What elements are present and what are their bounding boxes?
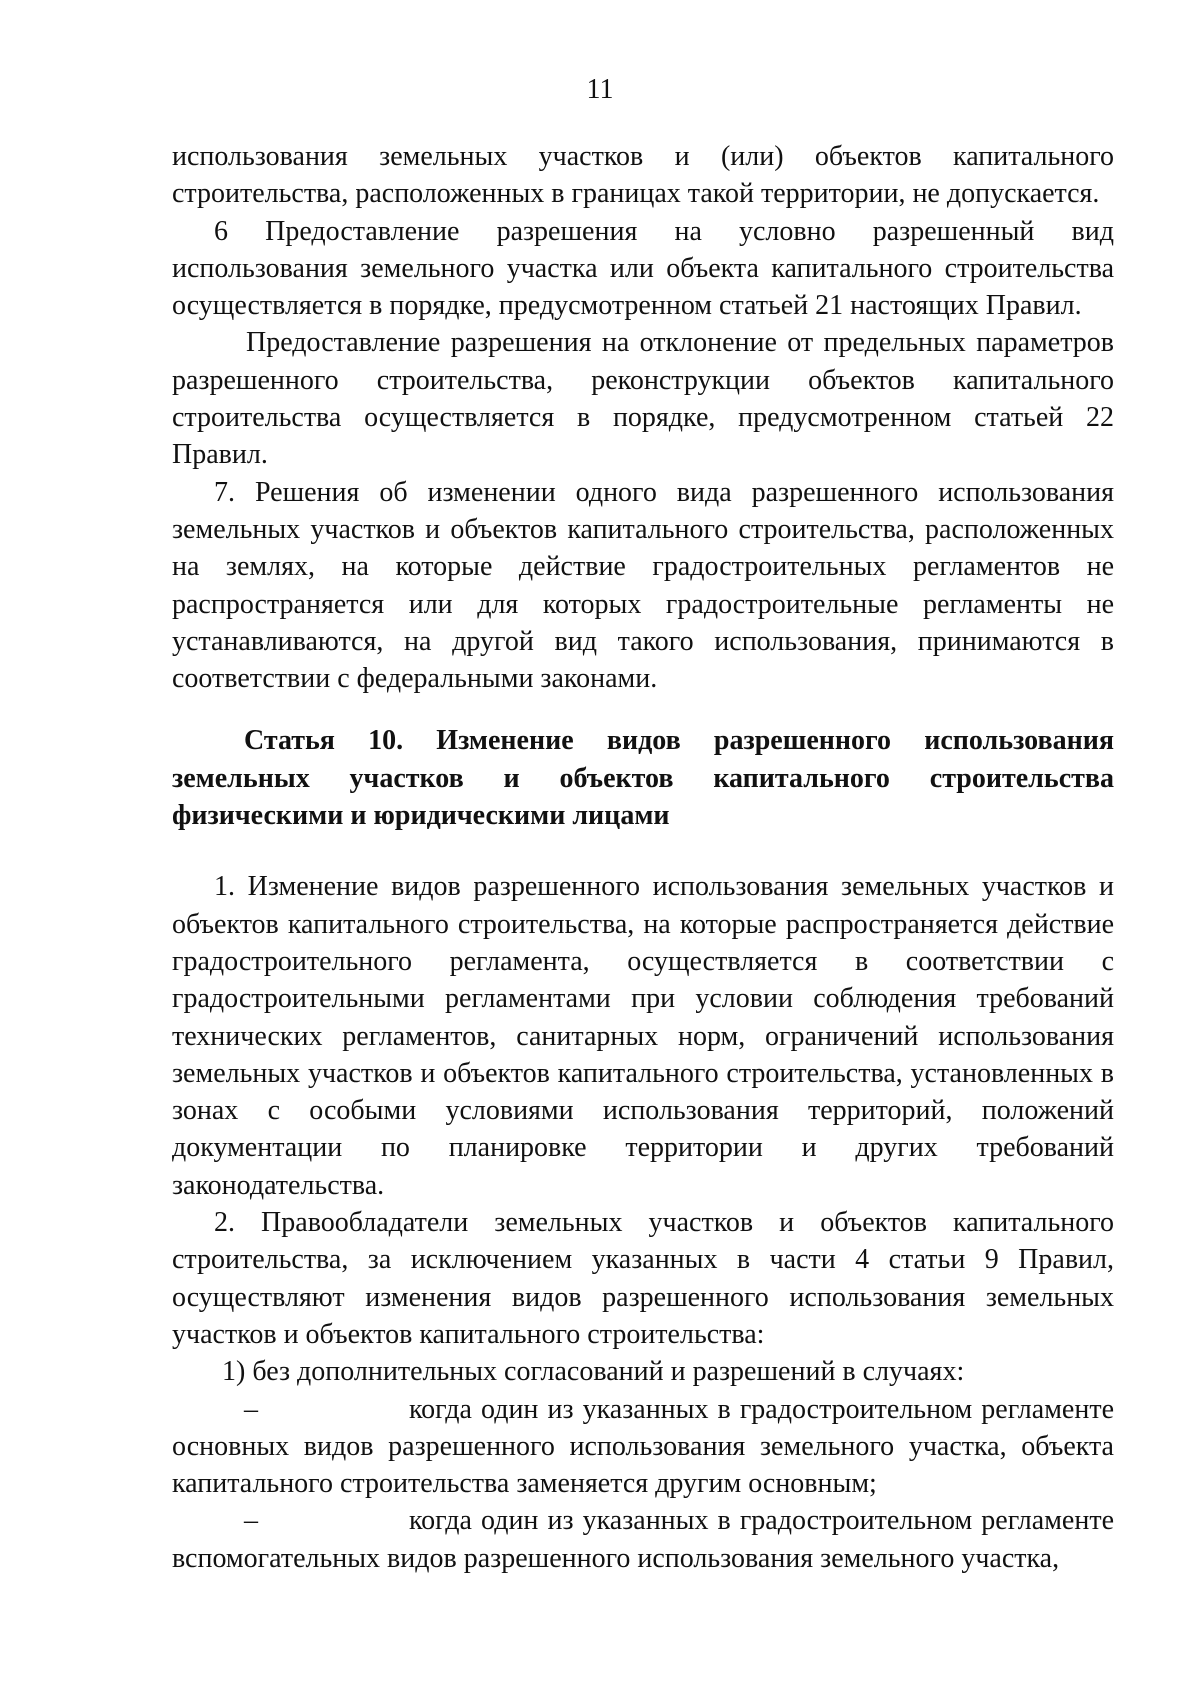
- paragraph-item-7: 7. Решения об изменении одного вида разрешенного использования земельных участков и объектов капитального строительства, расположенных на землях, на которые действие градостроительных регламентов не распространяется или для которых градостроительные регламенты не устанавливаются, на другой вид такого использования, принимаются в соответствии с федеральными законами.: [172, 476, 1114, 695]
- dash-list-item: [172, 1391, 1114, 1503]
- dash-list-item-text: когда один из указанных в градостроительном регламенте вспомогательных видов разрешенного использования земельного участка,: [172, 1505, 1114, 1574]
- paragraph-continuation: использования земельных участков и (или) объектов капитального строительства, расположенных в границах такой территории, не допускается.: [172, 141, 1114, 210]
- article-heading: Статья 10. Изменение видов разрешенного использования земельных участков и объектов капитального строительства физическими и юридическими лицами: [172, 725, 1114, 832]
- document-body: [172, 138, 1114, 1577]
- paragraph-article-10-item-2: 2. Правообладатели земельных участков и объектов капитального строительства, за исключением указанных в части 4 статьи 9 Правил, осуществляют изменения видов разрешенного использования земельных участков и объектов капитального строительства:: [172, 1207, 1114, 1350]
- dash-marker: –: [244, 1505, 258, 1537]
- paragraph-deviation-permit: Предоставление разрешения на отклонение от предельных параметров разрешенного строительства, реконструкции объектов капитального строительства осуществляется в порядке, предусмотренном статьей 22 Правил.: [172, 327, 1114, 471]
- dash-list-item-text: когда один из указанных в градостроительном регламенте основных видов разрешенного использования земельного участка, объекта капитального строительства заменяется другим основным;: [172, 1393, 1114, 1500]
- paragraph-item-6: 6 Предоставление разрешения на условно разрешенный вид использования земельного участка или объекта капитального строительства осуществляется в порядке, предусмотренном статьей 21 настоящих Правил.: [172, 215, 1114, 322]
- dash-marker: –: [244, 1393, 258, 1425]
- paragraph-article-10-item-1: 1. Изменение видов разрешенного использования земельных участков и объектов капитального строительства, на которые распространяется действие градостроительного регламента, осуществляется в соответствии с градостроительными регламентами при условии соблюдения требований технических регламентов, санитарных норм, ограничений использования земельных участков и объектов капитального строительства, установленных в зонах с особыми условиями использования территорий, положений документации по планировке территории и других требований законодательства.: [172, 871, 1114, 1201]
- dash-list-item: [172, 1502, 1114, 1577]
- paragraph-subitem-1: 1) без дополнительных согласований и разрешений в случаях:: [222, 1356, 965, 1388]
- page-number: 11: [586, 74, 614, 105]
